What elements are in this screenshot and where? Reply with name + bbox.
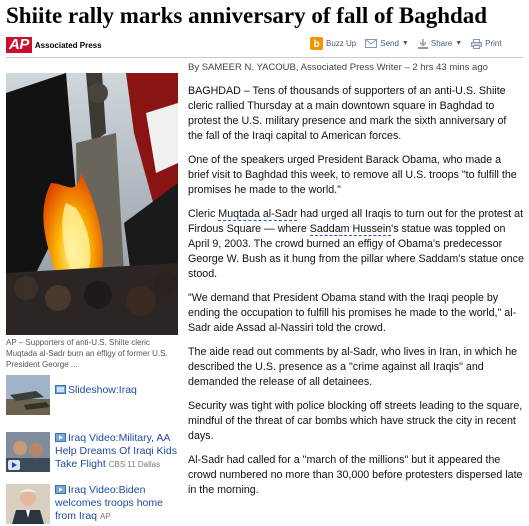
share-chevron-down-icon: ▼: [455, 40, 463, 47]
related-link-video-biden[interactable]: Iraq Video:Biden welcomes troops home from Iraq: [55, 484, 163, 522]
printer-icon: [471, 39, 482, 49]
send-chevron-down-icon: ▼: [401, 40, 409, 47]
send-icon: [365, 39, 377, 48]
paragraph-text: 's statue was toppled on April 9, 2003. The crowd burned an effigy of Obama's predecessor George W. Bush as it hung from the pillar where Saddam's statue once stood.: [188, 223, 524, 280]
article-photo[interactable]: [6, 73, 178, 335]
buzz-icon: [310, 37, 323, 50]
related-source: AP: [99, 512, 111, 521]
related-item-video-biden[interactable]: [6, 484, 182, 524]
related-item-text: [55, 484, 182, 524]
related-link-video-military[interactable]: Iraq Video:Military, AA Help Dreams Of Iraqi Kids Take Flight: [55, 432, 177, 470]
related-item-text: [55, 375, 137, 415]
photo-caption: AP – Supporters of anti-U.S. Shiite cleric Muqtada al-Sadr burn an effigy of former U.S. President George ...: [6, 338, 168, 369]
related-thumbnail[interactable]: [6, 484, 50, 524]
article-paragraph: The aide read out comments by al-Sadr, who lives in Iran, in which he described the U.S. presence as a "crime against all Iraqis" and demanded the release of all detainees.: [188, 346, 518, 388]
article-paragraph: Al-Sadr had called for a "march of the millions" but it appeared the crowd numbered no more than 30,000 before protesters dispersed late in the morning.: [188, 454, 523, 496]
related-link-slideshow[interactable]: Slideshow:Iraq: [68, 384, 137, 396]
video-icon: [55, 485, 66, 494]
buzz-up-label: Buzz Up: [326, 39, 357, 48]
article-headline: Shiite rally marks anniversary of fall of Baghdad: [6, 3, 488, 28]
article-paragraph: [188, 207, 524, 282]
effigy-burning-photo: [6, 73, 178, 335]
article-body: [188, 84, 524, 507]
send-label: Send: [380, 39, 399, 48]
helicopters-thumbnail-image: [6, 375, 50, 415]
article-paragraph: BAGHDAD – Tens of thousands of supporters of an anti-U.S. Shiite cleric rallied Thursday at a main downtown square in Baghdad to protest the U.S. military presence and mark the sixth anniversary of the fall of the Iraqi capital to American forces.: [188, 85, 507, 142]
article-paragraph: One of the speakers urged President Barack Obama, who made a brief visit to Baghdad this week, to remove all U.S. troops "to fulfill the promises he made to the world.": [188, 154, 517, 196]
related-item-text: [55, 432, 182, 472]
video-icon: [55, 433, 66, 442]
share-icon: [418, 39, 428, 49]
related-item-video-military[interactable]: [6, 432, 182, 472]
svg-text:b: b: [313, 39, 320, 50]
paragraph-text: Cleric: [188, 208, 219, 220]
share-label: Share: [430, 39, 453, 48]
print-button[interactable]: [471, 39, 501, 49]
ap-logo[interactable]: [6, 37, 102, 53]
paragraph-text: had urged all Iraqis to turn out for the protest at Firdous Square — where: [188, 208, 524, 235]
slideshow-icon: [55, 385, 66, 394]
kids-thumbnail-image: [6, 432, 50, 472]
share-button[interactable]: [418, 39, 462, 49]
related-thumbnail[interactable]: [6, 375, 50, 415]
related-item-slideshow[interactable]: [6, 375, 182, 415]
article-paragraph: "We demand that President Obama stand with the Iraqi people by ending the occupation to fulfill his promises he made to the world," al-Sadr aide Assad al-Nassiri told the crowd.: [188, 292, 517, 334]
article-byline: By SAMEER N. YACOUB, Associated Press Writer – 2 hrs 43 mins ago: [188, 62, 488, 73]
send-button[interactable]: [365, 39, 409, 48]
article-paragraph: Security was tight with police blocking off streets leading to the square, mindful of the threat of car bombs which have struck the city in recent days.: [188, 400, 523, 442]
article-toolbar: [310, 37, 502, 50]
ap-logo-mark: AP: [6, 37, 32, 53]
related-source: CBS 11 Dallas: [108, 460, 161, 469]
print-label: Print: [485, 39, 502, 48]
source-name: Associated Press: [34, 40, 102, 50]
biden-thumbnail-image: [6, 484, 50, 524]
related-thumbnail[interactable]: [6, 432, 50, 472]
muqtada-al-sadr-link[interactable]: Muqtada al-Sadr: [218, 208, 298, 220]
buzz-up-button[interactable]: [310, 37, 356, 50]
header-divider: [6, 57, 523, 58]
saddam-hussein-link[interactable]: Saddam Hussein: [309, 223, 392, 235]
